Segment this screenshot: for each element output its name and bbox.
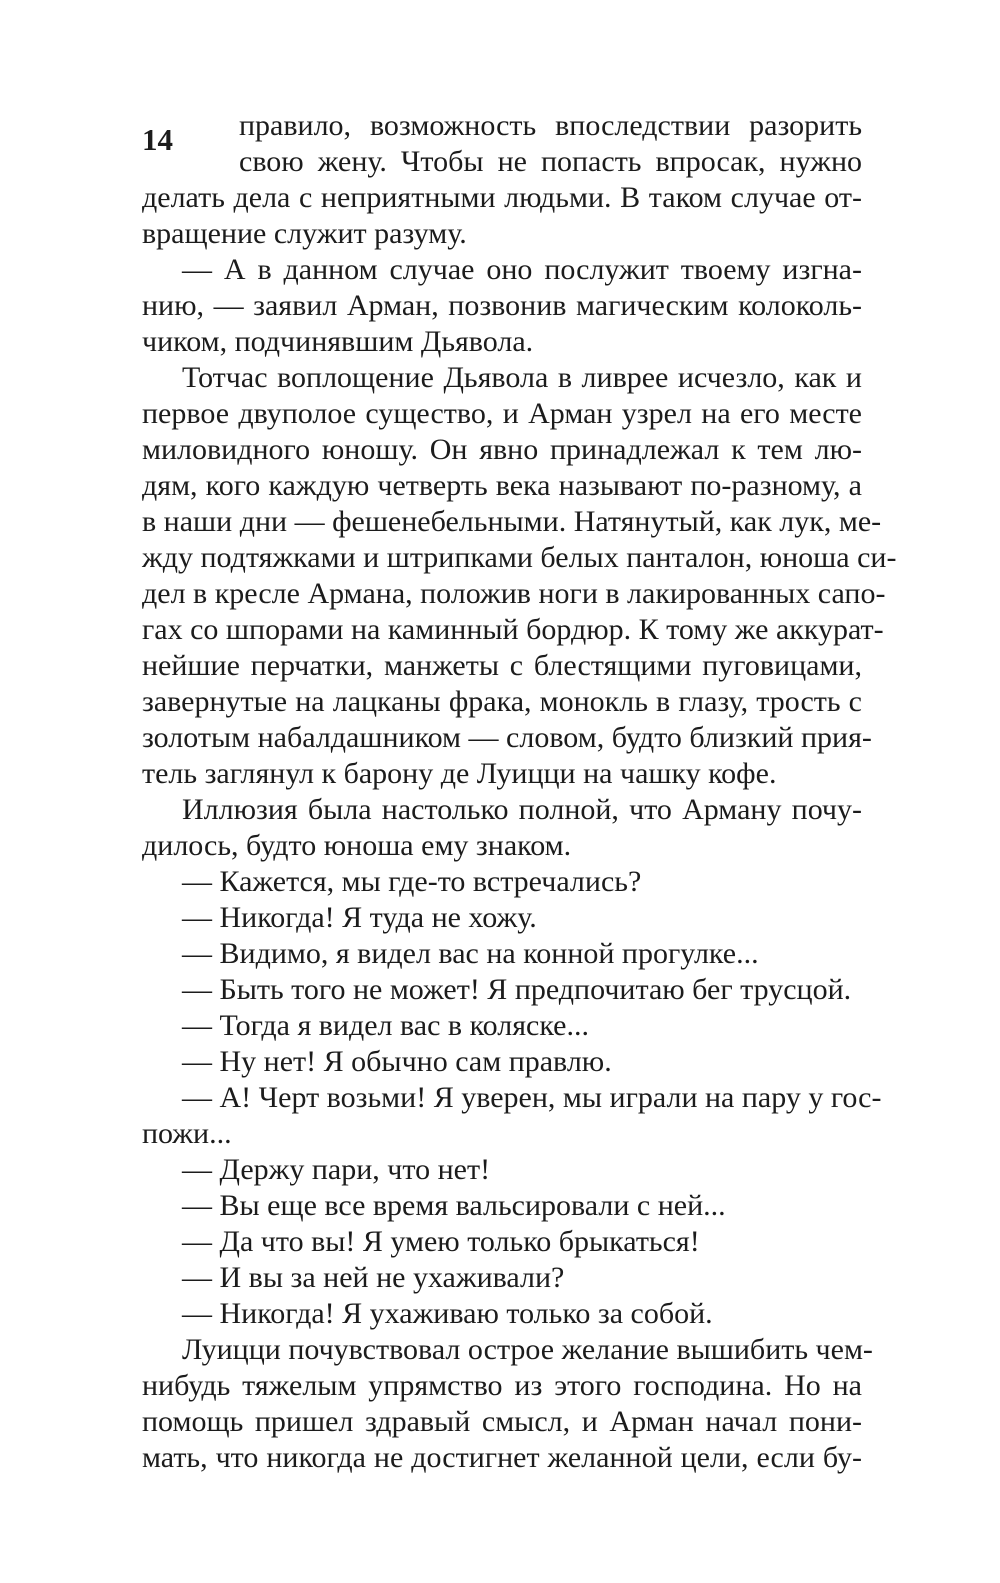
- text-line: свою жену. Чтобы не попасть впросак, нужно: [239, 145, 862, 178]
- text-line: — Кажется, мы где-то встречались?: [182, 865, 642, 898]
- text-line: — Держу пари, что нет!: [182, 1153, 491, 1186]
- text-line: — Никогда! Я туда не хожу.: [182, 901, 537, 934]
- text-line: пожи...: [142, 1117, 232, 1150]
- text-line: делать дела с неприятными людьми. В таком случае от-: [142, 181, 862, 214]
- text-line: миловидного юношу. Он явно принадлежал к тем лю-: [142, 433, 862, 466]
- text-line: — И вы за ней не ухаживали?: [182, 1261, 565, 1294]
- text-line: первое двуполое существо, и Арман узрел на его месте: [142, 397, 862, 430]
- text-line: — Никогда! Я ухаживаю только за собой.: [182, 1297, 713, 1330]
- text-line: — Да что вы! Я умею только брыкаться!: [182, 1225, 700, 1258]
- text-line: дел в кресле Армана, положив ноги в лакированных сапо-: [142, 577, 886, 610]
- text-line: — Ну нет! Я обычно сам правлю.: [182, 1045, 612, 1078]
- text-line: жду подтяжками и штрипками белых панталон, юноша си-: [142, 541, 897, 574]
- text-line: правило, возможность впоследствии разорить: [239, 109, 862, 142]
- text-line: мать, что никогда не достигнет желанной цели, если бу-: [142, 1441, 862, 1474]
- text-line: — А в данном случае оно послужит твоему изгна-: [182, 253, 862, 286]
- text-line: завернутые на лацканы фрака, монокль в глазу, трость с: [142, 685, 862, 718]
- text-line: Луицци почувствовал острое желание вышибить чем-: [182, 1333, 873, 1366]
- text-line: нейшие перчатки, манжеты с блестящими пуговицами,: [142, 649, 862, 682]
- text-line: Иллюзия была настолько полной, что Арману почу-: [182, 793, 862, 826]
- page-number: 14: [142, 122, 173, 157]
- body-text: [142, 108, 897, 1476]
- text-line: помощь пришел здравый смысл, и Арман начал пони-: [142, 1405, 862, 1438]
- text-line: золотым набалдашником — словом, будто близкий прия-: [142, 721, 872, 754]
- text-line: гах со шпорами на каминный бордюр. К тому же аккурат-: [142, 613, 884, 646]
- text-line: тель заглянул к барону де Луицци на чашку кофе.: [142, 757, 777, 790]
- text-line: чиком, подчинявшим Дьявола.: [142, 325, 534, 358]
- text-line: дилось, будто юноша ему знаком.: [142, 829, 572, 862]
- text-line: в наши дни — фешенебельными. Натянутый, как лук, ме-: [142, 505, 882, 538]
- text-line: дям, кого каждую четверть века называют по-разному, а: [142, 469, 862, 502]
- text-line: — Быть того не может! Я предпочитаю бег трусцой.: [182, 973, 852, 1006]
- text-line: — Видимо, я видел вас на конной прогулке...: [182, 937, 759, 970]
- text-line: — Вы еще все время вальсировали с ней...: [182, 1189, 726, 1222]
- text-line: — Тогда я видел вас в коляске...: [182, 1009, 589, 1042]
- text-line: нибудь тяжелым упрямство из этого господина. Но на: [142, 1369, 862, 1402]
- text-line: Тотчас воплощение Дьявола в ливрее исчезло, как и: [182, 361, 862, 394]
- text-line: нию, — заявил Арман, позвонив магическим колоколь-: [142, 289, 862, 322]
- text-line: — А! Черт возьми! Я уверен, мы играли на пару у гос-: [182, 1081, 882, 1114]
- text-line: вращение служит разуму.: [142, 217, 467, 250]
